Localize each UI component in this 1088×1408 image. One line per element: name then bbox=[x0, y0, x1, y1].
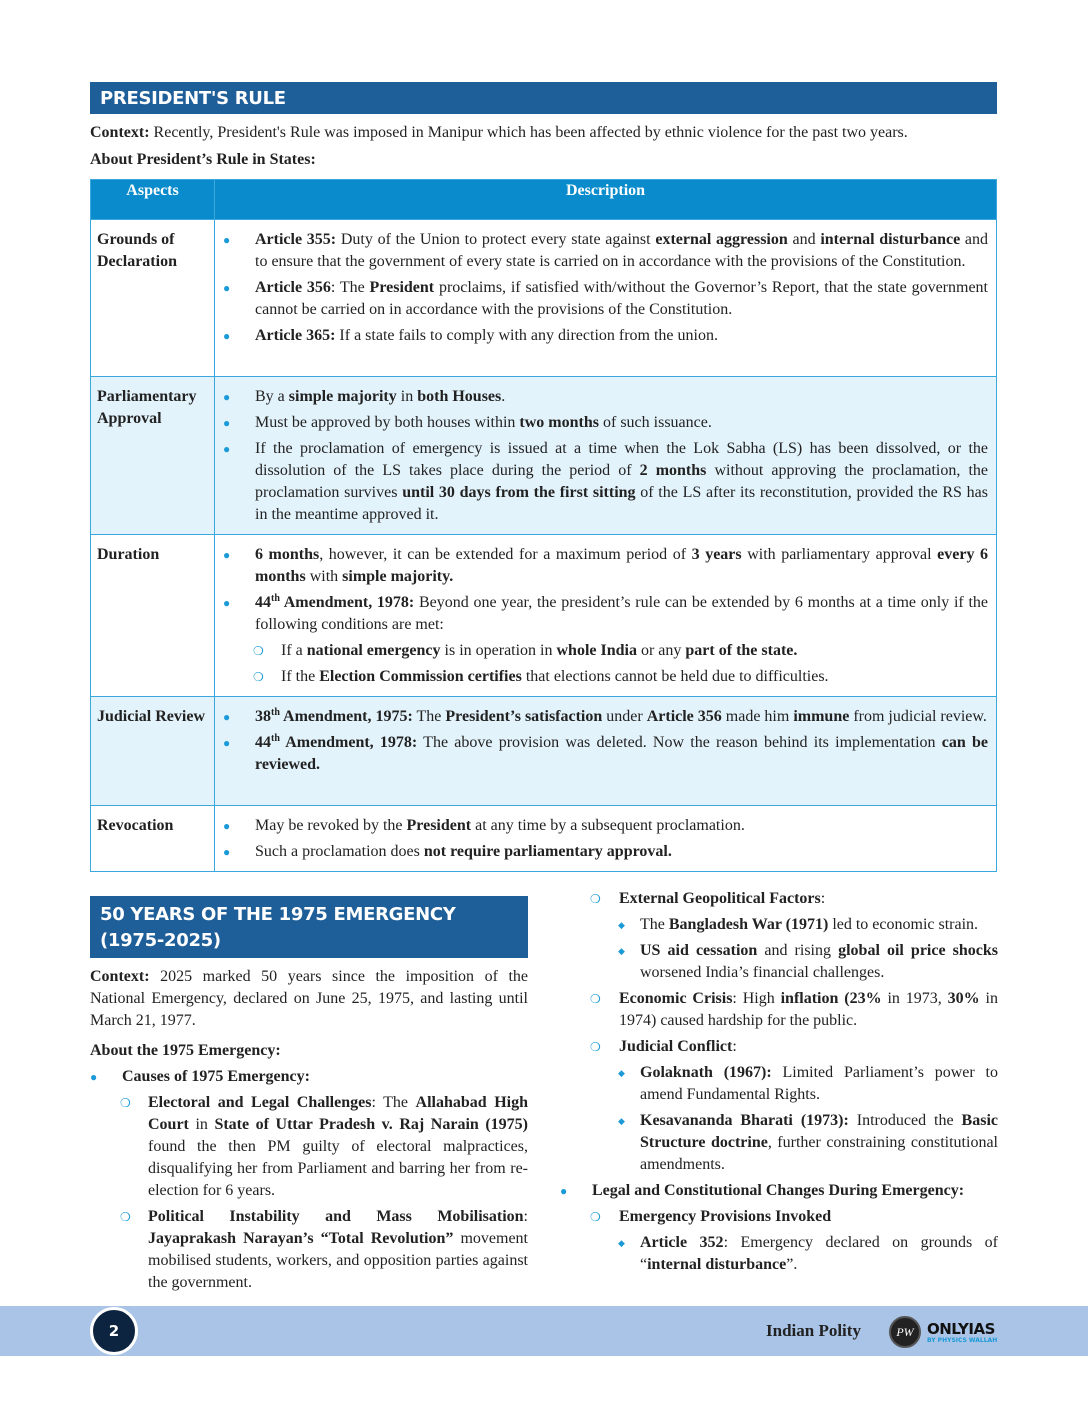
text-run: . bbox=[501, 388, 506, 405]
text-run: Election Commission certifies bbox=[319, 668, 522, 685]
text-run: and rising bbox=[757, 942, 839, 959]
text-run: 6 months bbox=[255, 546, 320, 563]
text-run: : High bbox=[732, 990, 781, 1007]
text-run: The bbox=[412, 708, 446, 725]
bullet-dot-icon: ● bbox=[223, 819, 231, 833]
bullet-dot-icon: ● bbox=[223, 233, 231, 247]
list-item bbox=[223, 412, 988, 434]
text-run: Emergency Provisions Invoked bbox=[619, 1208, 832, 1225]
bullet-dot-icon: ● bbox=[223, 329, 231, 343]
text-run: at any time by a subsequent proclamation. bbox=[471, 817, 745, 834]
list-item bbox=[560, 988, 998, 1032]
text-run: Beyond one year, the president’s rule can be extended by 6 months at a time only if the following conditions are met: bbox=[255, 594, 989, 633]
bullet-circle-icon: ❍ bbox=[120, 1096, 131, 1110]
text-run: The bbox=[640, 916, 669, 933]
section-title-emergency: 50 YEARS OF THE 1975 EMERGENCY (1975-2025) bbox=[90, 896, 528, 958]
text-run: Article 365: bbox=[255, 327, 336, 344]
text-run: led to economic strain. bbox=[828, 916, 979, 933]
aspect-cell: Duration bbox=[91, 535, 215, 697]
list-item bbox=[90, 1092, 528, 1202]
table-row bbox=[91, 697, 997, 806]
text-run: both Houses bbox=[417, 388, 502, 405]
bullet-circle-icon: ❍ bbox=[253, 644, 264, 658]
text-run: in 1973, bbox=[881, 990, 948, 1007]
text-run: ”. bbox=[786, 1256, 798, 1273]
text-run: President bbox=[369, 279, 435, 296]
text-run: Amendment, 1975: bbox=[279, 708, 413, 725]
text-run: Amendment, 1978: bbox=[279, 734, 418, 751]
text-run: Political Instability and Mass Mobilisation bbox=[148, 1208, 524, 1225]
table-row bbox=[91, 535, 997, 697]
text-run: simple majority. bbox=[342, 568, 454, 585]
bullet-diamond-icon: ◆ bbox=[618, 1238, 625, 1248]
bullet-dot-icon: ● bbox=[223, 548, 231, 562]
list-item bbox=[560, 1062, 998, 1106]
onlyias-logo bbox=[889, 1316, 999, 1348]
bullet-dot-icon: ● bbox=[223, 845, 231, 859]
text-run: th bbox=[271, 733, 280, 744]
text-run: in 1974) caused hardship for the public. bbox=[619, 990, 998, 1029]
text-run: whole India bbox=[556, 642, 637, 659]
text-run: Allahabad High Court bbox=[148, 1094, 528, 1133]
list-item bbox=[560, 914, 998, 936]
pw-logo-icon: PW bbox=[889, 1316, 921, 1348]
description-cell bbox=[215, 697, 997, 806]
text-run: If the proclamation of emergency is issued at a time when the Lok Sabha (LS) has been dissolved, or the dissolution of the LS takes place during the period of bbox=[255, 440, 988, 479]
text-run: and bbox=[787, 231, 821, 248]
list-item bbox=[223, 592, 988, 636]
header-aspects: Aspects bbox=[91, 180, 215, 220]
aspect-cell: Parliamentary Approval bbox=[91, 377, 215, 535]
aspect-cell: Judicial Review bbox=[91, 697, 215, 806]
text-run: part of the state. bbox=[685, 642, 798, 659]
text-run: Must be approved by both houses within bbox=[255, 414, 520, 431]
text-run: : The bbox=[330, 279, 370, 296]
text-run: Golaknath (1967): bbox=[640, 1064, 772, 1081]
description-cell bbox=[215, 220, 997, 377]
text-run: global oil price shocks bbox=[838, 942, 999, 959]
bullet-dot-icon: ● bbox=[223, 390, 231, 404]
text-run: in bbox=[396, 388, 418, 405]
bullet-dot-icon: ● bbox=[560, 1184, 568, 1198]
text-run: Judicial Conflict bbox=[619, 1038, 733, 1055]
text-run: Article 352 bbox=[640, 1234, 724, 1251]
text-run: two months bbox=[519, 414, 599, 431]
text-run: : Emergency declared on grounds of “ bbox=[640, 1234, 999, 1273]
text-run: President bbox=[406, 817, 472, 834]
text-run: : bbox=[820, 890, 826, 907]
list-item bbox=[223, 438, 988, 526]
text-run: until 30 days from the first sitting bbox=[402, 484, 636, 501]
brand-subtitle: BY PHYSICS WALLAH bbox=[927, 1337, 998, 1344]
text-run: 3 years bbox=[691, 546, 742, 563]
list-item bbox=[223, 841, 988, 863]
list-item bbox=[223, 544, 988, 588]
list-item bbox=[223, 666, 988, 688]
bullet-dot-icon: ● bbox=[223, 442, 231, 456]
text-run: under bbox=[602, 708, 647, 725]
text-run: The above provision was deleted. Now the reason behind its implementation bbox=[417, 734, 942, 751]
text-run: every 6 months bbox=[255, 546, 989, 585]
text-run: is in operation in bbox=[440, 642, 557, 659]
bullet-circle-icon: ❍ bbox=[590, 992, 601, 1006]
list-item bbox=[223, 706, 988, 728]
bullet-circle-icon: ❍ bbox=[590, 892, 601, 906]
text-run: Basic Structure doctrine bbox=[640, 1112, 998, 1151]
header-description: Description bbox=[215, 180, 997, 220]
text-run: Such a proclamation does bbox=[255, 843, 424, 860]
text-run: By a bbox=[255, 388, 289, 405]
table-row bbox=[91, 220, 997, 377]
text-run: If the bbox=[281, 668, 320, 685]
text-run: Limited Parliament’s power to amend Fundamental Rights. bbox=[640, 1064, 998, 1103]
text-run: of the LS after its reconstitution, provided the RS has in the meantime approved it. bbox=[255, 484, 988, 523]
bullet-dot-icon: ● bbox=[223, 416, 231, 430]
text-run: Jayaprakash Narayan’s “Total Revolution” bbox=[148, 1230, 454, 1247]
text-run: May be revoked by the bbox=[255, 817, 407, 834]
text-run: Legal and Constitutional Changes During Emergency: bbox=[592, 1182, 965, 1199]
text-run: , further constraining constitutional amendments. bbox=[640, 1134, 998, 1173]
text-run: Electoral and Legal Challenges bbox=[148, 1094, 372, 1111]
text-run: th bbox=[271, 593, 280, 604]
text-run: 44 bbox=[255, 594, 271, 611]
text-run: Bangladesh War (1971) bbox=[668, 916, 829, 933]
left-column-list bbox=[90, 1066, 528, 1298]
description-cell bbox=[215, 377, 997, 535]
list-item bbox=[560, 1232, 998, 1276]
list-item bbox=[90, 1066, 528, 1088]
list-item bbox=[560, 940, 998, 984]
text-run: 2025 marked 50 years since the imposition of the National Emergency, declared on June 25, 1975, and lasting until March 21, 1977. bbox=[90, 968, 528, 1029]
text-run: Introduced the bbox=[848, 1112, 962, 1129]
text-run: Recently, President's Rule was imposed in Manipur which has been affected by ethnic violence for the past two years. bbox=[149, 124, 908, 141]
aspect-cell: Revocation bbox=[91, 806, 215, 872]
bullet-dot-icon: ● bbox=[90, 1070, 98, 1084]
text-run: , however, it can be extended for a maximum period of bbox=[319, 546, 692, 563]
list-item bbox=[560, 1206, 998, 1228]
description-cell bbox=[215, 806, 997, 872]
text-run: If a state fails to comply with any direction from the union. bbox=[335, 327, 718, 344]
text-run: : The bbox=[371, 1094, 416, 1111]
table-row bbox=[91, 806, 997, 872]
list-item bbox=[560, 1180, 998, 1202]
bullet-diamond-icon: ◆ bbox=[618, 920, 625, 930]
page-number: 2 bbox=[90, 1307, 138, 1355]
text-run: : bbox=[523, 1208, 528, 1225]
list-item bbox=[560, 1036, 998, 1058]
list-item bbox=[223, 640, 988, 662]
text-run: Context: bbox=[90, 968, 150, 985]
text-run: and to ensure that the government of every state is carried on in accordance with the provisions of the Constitution. bbox=[255, 231, 989, 270]
aspect-cell: Grounds of Declaration bbox=[91, 220, 215, 377]
text-run: made him bbox=[721, 708, 794, 725]
text-run: can be reviewed. bbox=[255, 734, 989, 773]
text-run: national emergency bbox=[306, 642, 441, 659]
bullet-circle-icon: ❍ bbox=[253, 670, 264, 684]
brand-name: ONLYIAS bbox=[927, 1320, 995, 1338]
list-item bbox=[560, 888, 998, 910]
text-run: Duty of the Union to protect every state against bbox=[336, 231, 656, 248]
text-run: th bbox=[271, 707, 280, 718]
table-row bbox=[91, 377, 997, 535]
bullet-circle-icon: ❍ bbox=[590, 1210, 601, 1224]
list-item bbox=[223, 386, 988, 408]
text-run: not require parliamentary approval. bbox=[423, 843, 672, 860]
bullet-circle-icon: ❍ bbox=[120, 1210, 131, 1224]
text-run: Article 355: bbox=[255, 231, 337, 248]
bullet-dot-icon: ● bbox=[223, 596, 231, 610]
list-item bbox=[223, 325, 988, 347]
text-run: External Geopolitical Factors bbox=[619, 890, 821, 907]
text-run: immune bbox=[793, 708, 850, 725]
bullet-circle-icon: ❍ bbox=[590, 1040, 601, 1054]
right-column-list bbox=[560, 888, 998, 1280]
text-run: internal disturbance bbox=[820, 231, 961, 248]
text-run: US aid cessation bbox=[640, 942, 758, 959]
text-run: 30% bbox=[947, 990, 980, 1007]
text-run: 2 months bbox=[639, 462, 707, 479]
list-item bbox=[560, 1110, 998, 1176]
list-item bbox=[90, 1206, 528, 1294]
text-run: worsened India’s financial challenges. bbox=[640, 964, 885, 981]
bullet-diamond-icon: ◆ bbox=[618, 1116, 625, 1126]
text-run: with bbox=[305, 568, 343, 585]
text-run: Causes of 1975 Emergency: bbox=[122, 1068, 310, 1085]
text-run: found the then PM guilty of electoral malpractices, disqualifying her from Parliament and barring her from re-election for 6 years. bbox=[148, 1138, 528, 1199]
text-run: that elections cannot be held due to difficulties. bbox=[521, 668, 829, 685]
bullet-dot-icon: ● bbox=[223, 736, 231, 750]
subject-label: Indian Polity bbox=[766, 1321, 861, 1340]
text-run: inflation (23% bbox=[780, 990, 882, 1007]
text-run: State of Uttar Pradesh v. Raj Narain (1975) bbox=[214, 1116, 528, 1133]
list-item bbox=[223, 732, 988, 776]
text-run: of such issuance. bbox=[598, 414, 712, 431]
text-run: 38 bbox=[255, 708, 271, 725]
text-run: President’s satisfaction bbox=[445, 708, 603, 725]
text-run: internal disturbance bbox=[647, 1256, 787, 1273]
text-run: Amendment, 1978: bbox=[279, 594, 415, 611]
text-run: with parliamentary approval bbox=[741, 546, 938, 563]
text-run: without approving the proclamation, the proclamation survives bbox=[255, 462, 988, 501]
text-run: in bbox=[188, 1116, 215, 1133]
bullet-dot-icon: ● bbox=[223, 710, 231, 724]
text-run: simple majority bbox=[288, 388, 397, 405]
bullet-dot-icon: ● bbox=[223, 281, 231, 295]
text-run: Context: bbox=[90, 124, 150, 141]
about-heading: About President’s Rule in States: bbox=[90, 151, 316, 168]
text-run: external aggression bbox=[655, 231, 788, 248]
bullet-diamond-icon: ◆ bbox=[618, 946, 625, 956]
description-cell bbox=[215, 535, 997, 697]
text-run: : bbox=[732, 1038, 737, 1055]
text-run: Article 356 bbox=[255, 279, 331, 296]
emergency-about-heading: About the 1975 Emergency: bbox=[90, 1042, 281, 1059]
text-run: movement mobilised students, workers, and opposition parties against the government. bbox=[148, 1230, 528, 1291]
context-paragraph bbox=[90, 122, 997, 144]
text-run: Kesavananda Bharati (1973): bbox=[640, 1112, 849, 1129]
text-run: Economic Crisis bbox=[619, 990, 733, 1007]
presidents-rule-table bbox=[90, 179, 997, 872]
list-item bbox=[223, 277, 988, 321]
text-run: If a bbox=[281, 642, 307, 659]
text-run: 44 bbox=[255, 734, 271, 751]
text-run: Article 356 bbox=[646, 708, 722, 725]
list-item bbox=[223, 229, 988, 273]
emergency-context bbox=[90, 966, 528, 1032]
section-title-presidents-rule: PRESIDENT'S RULE bbox=[90, 82, 997, 114]
list-item bbox=[223, 815, 988, 837]
text-run: proclaims, if satisfied with/without the Governor’s Report, that the state government cannot be carried on in accordance with the provisions of the Constitution. bbox=[255, 279, 988, 318]
bullet-diamond-icon: ◆ bbox=[618, 1068, 625, 1078]
text-run: or any bbox=[636, 642, 686, 659]
text-run: from judicial review. bbox=[849, 708, 987, 725]
